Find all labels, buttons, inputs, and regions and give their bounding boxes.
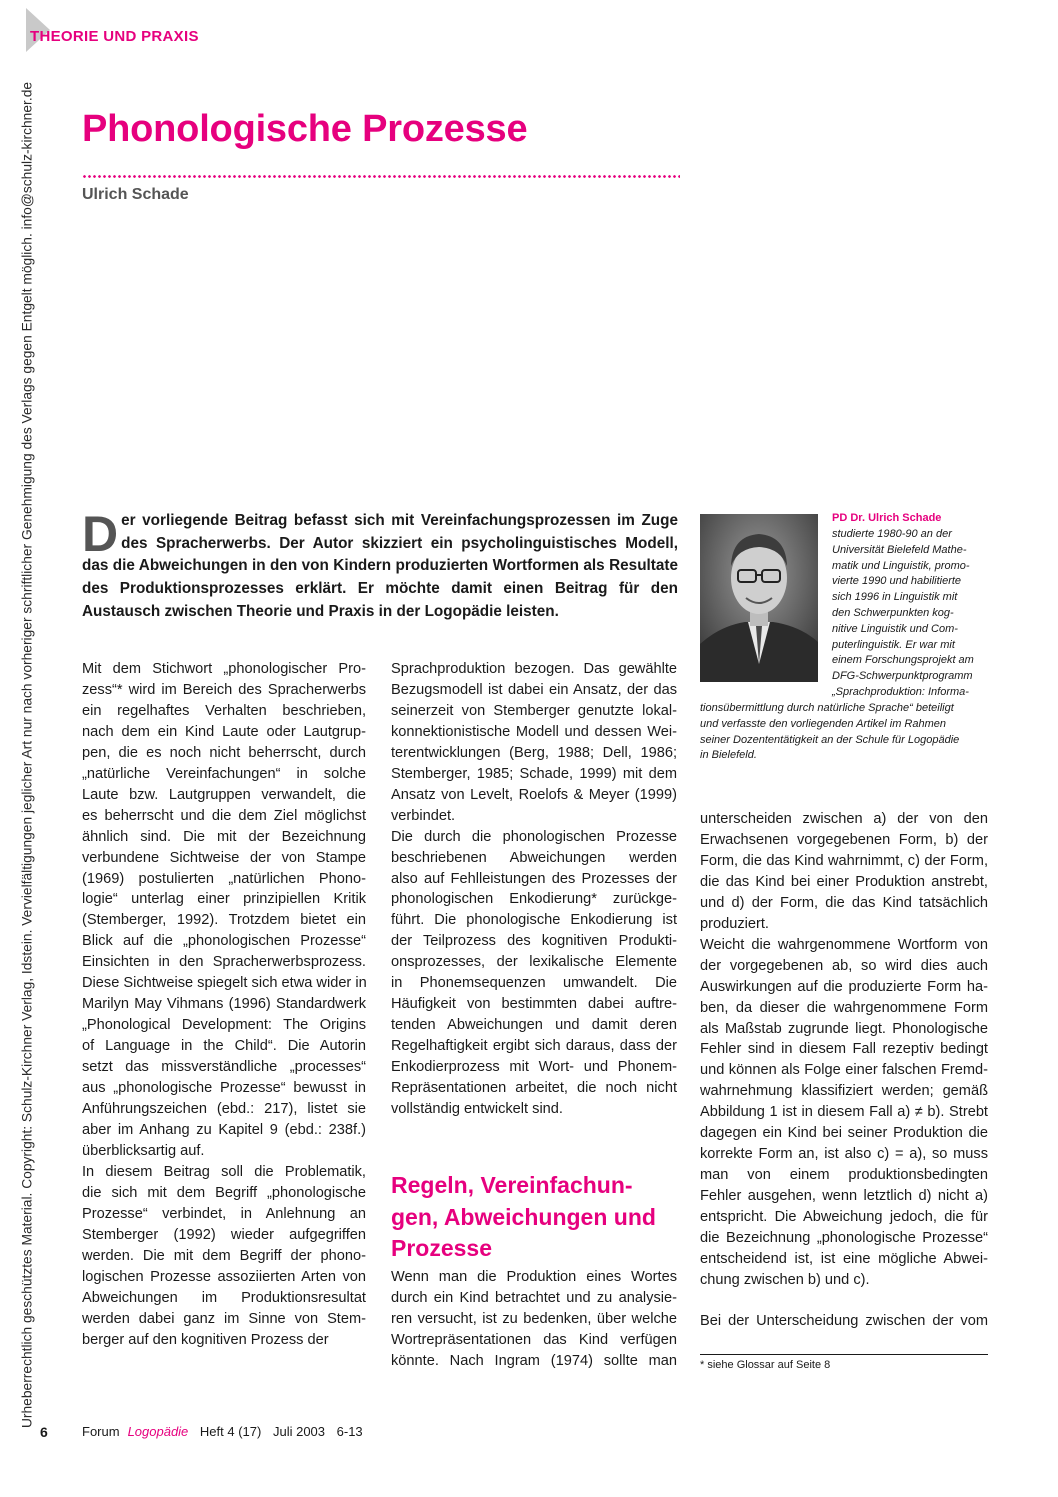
text-line: überblicksartig auf.	[82, 1142, 205, 1159]
text-line: werden. Die mit dem Begriff der phono-	[82, 1247, 366, 1264]
column-3	[700, 809, 988, 1291]
text-line: Stemberger (1992) wieder aufgegriffen	[82, 1226, 366, 1243]
lead-text: er vorliegende Beitrag befasst sich mit Vereinfachungsprozessen im Zuge des Spracherwerbs. Der Autor skizziert ein psycholinguistisches Modell, das die Abweichungen in den von Kindern produzierten Wortformen als Resultate des Produktionsprozesses erklärt. Er möchte damit einen Beitrag für den Austausch zwischen Theorie und Praxis in der Logopädie leisten.	[82, 512, 678, 620]
column-2-continued	[391, 1267, 677, 1372]
text-line: Mit dem Stichwort „phonologischer Pro-	[82, 661, 366, 677]
text-line: Form, die das Kind wahrnimmt, c) der Form,	[700, 852, 988, 869]
text-line: nach dem ein Kind Laute oder Lautgrup-	[82, 723, 366, 740]
text-line: tenden Abweichungen und damit deren	[391, 1017, 677, 1034]
text-line: Marilyn May Vihmans (1996) Standardwerk	[82, 996, 366, 1013]
text-line: logischen Prozesse assoziierten Arten von	[82, 1268, 366, 1285]
text-line: Abbildung 1 ist in diesem Fall a) ≠ b). Strebt	[700, 1104, 988, 1121]
text-line: ben, da dieser die wahrgenommene Form	[700, 999, 988, 1016]
column-2	[391, 659, 677, 1120]
text-line: tionsübermittlung durch natürliche Sprache“ beteiligt	[700, 702, 954, 714]
section-subheading: Regeln, Vereinfachun- gen, Abweichungen und Prozesse	[391, 1172, 656, 1261]
text-line: entscheidend ist, ist eine mögliche Abwei-	[700, 1251, 988, 1268]
text-line: korrekte Form an, ist also c) = a), so muss	[700, 1146, 988, 1163]
text-line: Diese Sichtweise spiegelt sich etwa wider in	[82, 975, 367, 992]
footer-issue: Heft 4 (17)	[199, 1424, 262, 1439]
text-line: dagegen ein Kind bei seiner Produktion die	[700, 1125, 988, 1142]
text-line: (Stemberger, 1992). Trotzdem bietet ein	[82, 912, 366, 929]
text-line: Auswirkungen auf die produzierte Form ha-	[700, 978, 988, 995]
text-line: und d) der Form, die das Kind tatsächlich	[700, 894, 988, 911]
footer-brand: Logopädie	[127, 1424, 189, 1439]
column-3-continued	[700, 1311, 988, 1332]
text-line: unterscheiden zwischen a) der von den	[700, 811, 988, 827]
text-line: phonologischen Enkodierung* zurückge-	[391, 891, 677, 908]
text-line: führt. Die phonologische Enkodierung ist	[391, 912, 677, 929]
text-line: setzt das missverständliche „processes“	[82, 1059, 366, 1076]
text-line: nitive Linguistik und Com-	[832, 622, 958, 635]
text-line: Abweichungen im Produktionsresultat	[82, 1289, 366, 1306]
text-line: Prozesse“ verbindet, in Anlehnung an	[82, 1205, 366, 1222]
text-line: einem Forschungsprojekt am	[832, 654, 974, 667]
bio-name: PD Dr. Ulrich Schade	[832, 512, 942, 524]
text-line: Wortrepräsentationen das Kind verfügen	[391, 1331, 677, 1348]
text-line: „natürliche Vereinfachungen“ in solche	[82, 765, 366, 782]
text-line: berger auf den kognitiven Prozess der	[82, 1331, 329, 1348]
text-line: verbindet.	[391, 807, 456, 824]
text-line: terentwicklungen (Berg, 1988; Dell, 1986;	[391, 744, 677, 761]
text-line: „Sprachproduktion: Informa-	[832, 685, 969, 698]
text-line: durch ein Kind betrachtet und zu analysie-	[391, 1289, 677, 1306]
text-line: vollständig entwickelt sind.	[391, 1101, 563, 1118]
text-line: Bezugsmodell ist dabei ein Ansatz, der das	[391, 681, 677, 698]
text-line: ren versucht, ist zu bedenken, über welche	[391, 1310, 677, 1327]
lead-paragraph	[82, 506, 678, 624]
dotted-rule	[82, 174, 680, 180]
text-line: ähnlich sind. Die mit der Bezeichnung	[82, 828, 366, 845]
text-line: onsprozesses, der lexikalische Elemente	[391, 954, 677, 971]
drop-cap: D	[82, 506, 119, 562]
text-line: seinerzeit von Stemberger genutzte lokal-	[391, 702, 677, 719]
footer	[82, 1424, 371, 1439]
text-line: logie“ unterlag einer prinzipiellen Kritik	[82, 891, 366, 908]
text-line: Sprachproduktion bezogen. Das gewählte	[391, 661, 677, 677]
text-line: ein regelhaftes Verhalten beschrieben,	[82, 702, 366, 719]
article-author: Ulrich Schade	[82, 186, 189, 203]
copyright-notice	[14, 60, 40, 1450]
text-line: Regelhaftigkeit ergibt sich daraus, dass der	[391, 1038, 677, 1055]
page-number: 6	[40, 1424, 48, 1440]
text-line: Enkodierprozess mit Wort- und Phonem-	[391, 1059, 677, 1076]
text-line: vierte 1990 und habilitierte	[832, 575, 962, 588]
text-line: DFG-Schwerpunktprogramm	[832, 670, 973, 683]
text-line: puterlinguistik. Er war mit	[832, 638, 955, 651]
text-line: wahrnehmung klassifiziert werden; gemäß	[700, 1083, 988, 1100]
text-line: die das Kind bei einer Produktion anstrebt,	[700, 873, 988, 890]
column-1	[82, 659, 366, 1350]
article-title: Phonologische Prozesse	[82, 108, 528, 150]
text-line: konnektionistische Modell und dessen Wei-	[391, 723, 677, 740]
text-line: Einsichten in den Spracherwerbsprozess.	[82, 954, 366, 971]
text-line: und können als Folge einer falschen Fremd-	[700, 1062, 988, 1079]
text-line: Wenn man die Produktion eines Wortes	[391, 1269, 677, 1285]
text-line: Stemberger, 1985; Schade, 1999) mit dem	[391, 765, 677, 782]
text-line: Blick auf die „phonologischen Prozesse“	[82, 933, 366, 950]
text-line: den Schwerpunkten kog-	[832, 606, 954, 619]
text-line: in Bielefeld.	[700, 749, 757, 762]
text-line: also auf Fehlleistungen des Prozesses der	[391, 870, 677, 887]
text-line: die sich mit dem Begriff „phonologische	[82, 1184, 366, 1201]
bio-text-narrow	[832, 527, 992, 701]
text-line: beschriebenen Abweichungen werden	[391, 849, 677, 866]
text-line: entspricht. Die Abweichung jedoch, die für	[700, 1209, 988, 1226]
bio-text-full	[700, 701, 990, 764]
text-line: Repräsentationen arbeitet, die noch nicht	[391, 1080, 677, 1097]
text-line: Anführungszeichen (ebd.: 217), listet sie	[82, 1101, 366, 1118]
text-line: Ansatz von Levelt, Roelofs & Meyer (1999)	[391, 786, 677, 803]
footer-forum: Forum	[82, 1424, 120, 1439]
text-line: der Teilprozess des kognitiven Produkti-	[391, 933, 677, 950]
text-line: Bei der Unterscheidung zwischen der vom	[700, 1313, 988, 1329]
text-line: matik und Linguistik, promo-	[832, 559, 970, 572]
text-line: Die durch die phonologischen Prozesse	[391, 828, 677, 845]
footer-pages: 6-13	[336, 1424, 363, 1439]
text-line: in Phonemsequenzen umwandelt. Die	[391, 975, 677, 992]
text-line: zess“* wird im Bereich des Spracherwerbs	[82, 681, 366, 698]
author-photo	[700, 514, 818, 682]
text-line: die Bezeichnung „phonologische Prozesse“	[700, 1230, 988, 1247]
text-line: verbundene Sichtweise der von Stampe	[82, 849, 366, 866]
text-line: könnte. Nach Ingram (1974) sollte man	[391, 1352, 677, 1369]
text-line: Weicht die wahrgenommene Wortform von	[700, 936, 988, 953]
text-line: und verfasste den vorliegenden Artikel im Rahmen	[700, 717, 947, 730]
footer-date: Juli 2003	[272, 1424, 326, 1439]
text-line: Häufigkeit von bestimmten dabei auftre-	[391, 996, 677, 1013]
text-line: Fehler ausgehen, wenn letztlich d) nicht a)	[700, 1188, 988, 1205]
section-label: THEORIE UND PRAXIS	[30, 28, 199, 45]
text-line: chung zwischen b) und c).	[700, 1271, 870, 1288]
text-line: of Language in the Child“. Die Autorin	[82, 1038, 366, 1055]
text-line: seiner Dozententätigkeit an der Schule für Logopädie	[700, 733, 960, 746]
copyright-text: Urheberrechtlich geschütztes Material. Copyright: Schulz-Kirchner Verlag, Idstein. Vervielfältigungen jeglicher Art nur nach vorheriger schriftlicher Genehmigung des Verlags gegen Entgelt möglich. info@schulz-kirchner.de	[19, 81, 35, 1429]
text-line: man von einem produktionsbedingten	[700, 1167, 988, 1184]
text-line: sich 1996 in Linguistik mit	[832, 591, 958, 604]
footnote-rule	[700, 1354, 988, 1355]
text-line: In diesem Beitrag soll die Problematik,	[82, 1163, 366, 1180]
text-line: Erwachsenen vorgegebenen Form, b) der	[700, 831, 988, 848]
text-line: es beherrscht und die dem Ziel möglichst	[82, 807, 366, 824]
text-line: Laute bzw. Lautgruppen verwandelt, die	[82, 786, 366, 803]
text-line: pen, die es noch nicht beherrscht, durch	[82, 744, 366, 761]
text-line: als Maßstab zugrunde liegt. Phonologische	[700, 1020, 988, 1037]
text-line: Fehler sind in diesem Fall rezeptiv bedingt	[700, 1041, 988, 1058]
text-line: (1969) postulierten „natürlichen Phono-	[82, 870, 366, 887]
text-line: produziert.	[700, 915, 769, 932]
footnote: * siehe Glossar auf Seite 8	[700, 1359, 831, 1371]
text-line: „Phonological Development: The Origins	[82, 1017, 366, 1034]
text-line: der vorgegebenen ab, so wird dies auch	[700, 957, 988, 974]
text-line: studierte 1980-90 an der	[832, 528, 952, 540]
text-line: aus „phonologische Prozesse“ bewusst in	[82, 1080, 366, 1097]
text-line: Universität Bielefeld Mathe-	[832, 543, 967, 556]
text-line: werden dabei ganz im Sinne von Stem-	[82, 1310, 366, 1327]
text-line: aber im Anhang zu Kapitel 9 (ebd.: 238f.)	[82, 1121, 366, 1138]
